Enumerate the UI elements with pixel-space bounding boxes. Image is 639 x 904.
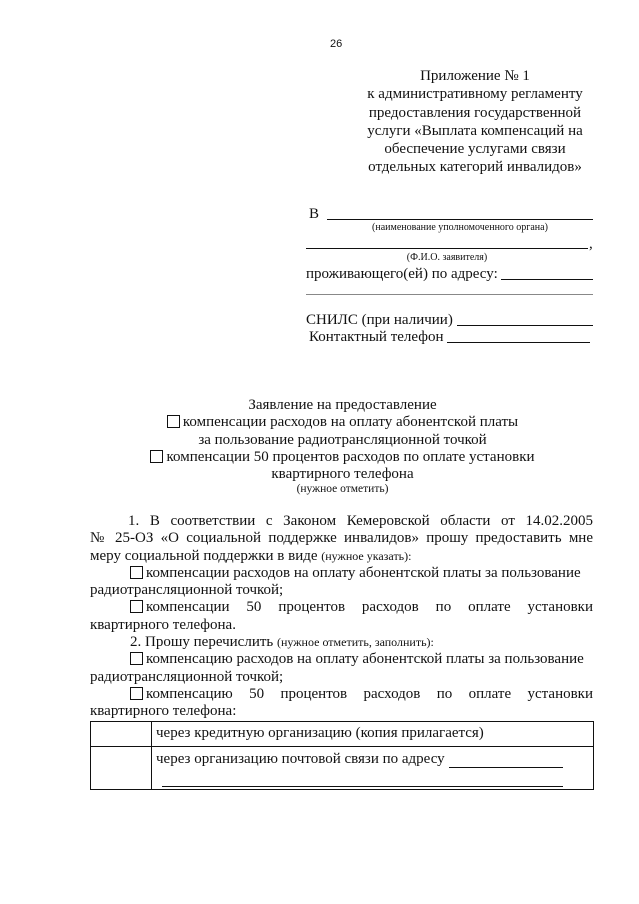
annex-line: к административному регламенту <box>367 86 583 103</box>
address-label: проживающего(ей) по адресу: <box>306 266 498 282</box>
annex-line: Приложение № 1 <box>420 68 530 84</box>
annex-line: обеспечение услугами связи <box>384 141 566 158</box>
checkbox[interactable] <box>130 687 143 700</box>
section1-option-2-cont: квартирного телефона. <box>90 616 236 633</box>
payment-method-table <box>90 721 594 790</box>
annex-line: услуги «Выплата компенсаций на <box>367 122 583 139</box>
fio-caption: (Ф.И.О. заявителя) <box>406 252 488 263</box>
postal-address-field[interactable] <box>449 767 563 768</box>
authority-field[interactable] <box>327 219 593 220</box>
checkbox-cell[interactable] <box>91 747 152 790</box>
annex-line: отдельных категорий инвалидов» <box>368 159 582 176</box>
checkbox[interactable] <box>130 600 143 613</box>
section-2 <box>90 634 593 720</box>
annex-header <box>340 67 610 177</box>
section1-line: меру социальной поддержки в виде (нужное указать): <box>90 547 412 564</box>
section2-option-2-cont: квартирного телефона: <box>90 703 237 720</box>
application-title <box>100 397 585 495</box>
title-note: (нужное отметить) <box>296 483 389 496</box>
title-option-1-cont: за пользование радиотрансляционной точкой <box>198 431 487 448</box>
to-prefix: В <box>309 206 320 222</box>
section1-line: 1. В соответствии с Законом Кемеровской области от 14.02.2005 <box>128 513 593 529</box>
section1-option-1: компенсации расходов на оплату абонентской платы за пользование <box>90 565 593 582</box>
phone-label: Контактный телефон <box>309 329 444 345</box>
checkbox-cell[interactable] <box>91 722 152 747</box>
section2-option-2: компенсацию 50 процентов расходов по оплате установки <box>90 686 593 703</box>
checkbox[interactable] <box>167 415 180 428</box>
page-number: 26 <box>330 38 343 50</box>
address-field[interactable] <box>501 279 593 280</box>
fio-field[interactable] <box>306 248 588 249</box>
section1-line: № 25-ОЗ «О социальной поддержке инвалидов» прошу предоставить мне <box>90 530 593 547</box>
title-option-2-cont: квартирного телефона <box>271 466 414 483</box>
checkbox[interactable] <box>150 450 163 463</box>
address-field-line2[interactable] <box>306 294 593 295</box>
section1-option-1-cont: радиотрансляционной точкой; <box>90 582 284 599</box>
title-heading: Заявление на предоставление <box>248 397 437 413</box>
section-1 <box>90 513 593 634</box>
postal-cell <box>152 747 594 790</box>
snils-field[interactable] <box>457 325 593 326</box>
checkbox[interactable] <box>130 566 143 579</box>
section2-option-1: компенсацию расходов на оплату абонентской платы за пользование <box>90 651 593 668</box>
phone-field[interactable] <box>447 342 590 343</box>
authority-caption: (наименование уполномоченного органа) <box>372 222 548 233</box>
row-text: через организацию почтовой связи по адресу <box>156 751 445 767</box>
section1-option-2: компенсации 50 процентов расходов по оплате установки <box>90 599 593 616</box>
table-row <box>91 747 594 790</box>
section2-line: 2. Прошу перечислить (нужное отметить, заполнить): <box>130 634 434 650</box>
annex-line: предоставления государственной <box>368 104 582 121</box>
snils-label: СНИЛС (при наличии) <box>306 312 453 328</box>
checkbox[interactable] <box>130 652 143 665</box>
postal-address-field-line2[interactable] <box>162 786 563 787</box>
title-option-2: компенсации 50 процентов расходов по оплате установки <box>100 449 585 466</box>
row-text: через кредитную организацию (копия прилагается) <box>152 722 594 747</box>
section2-option-1-cont: радиотрансляционной точкой; <box>90 668 284 685</box>
table-row <box>91 722 594 747</box>
title-option-1: компенсации расходов на оплату абонентской платы <box>100 414 585 431</box>
fio-comma: , <box>589 236 593 252</box>
